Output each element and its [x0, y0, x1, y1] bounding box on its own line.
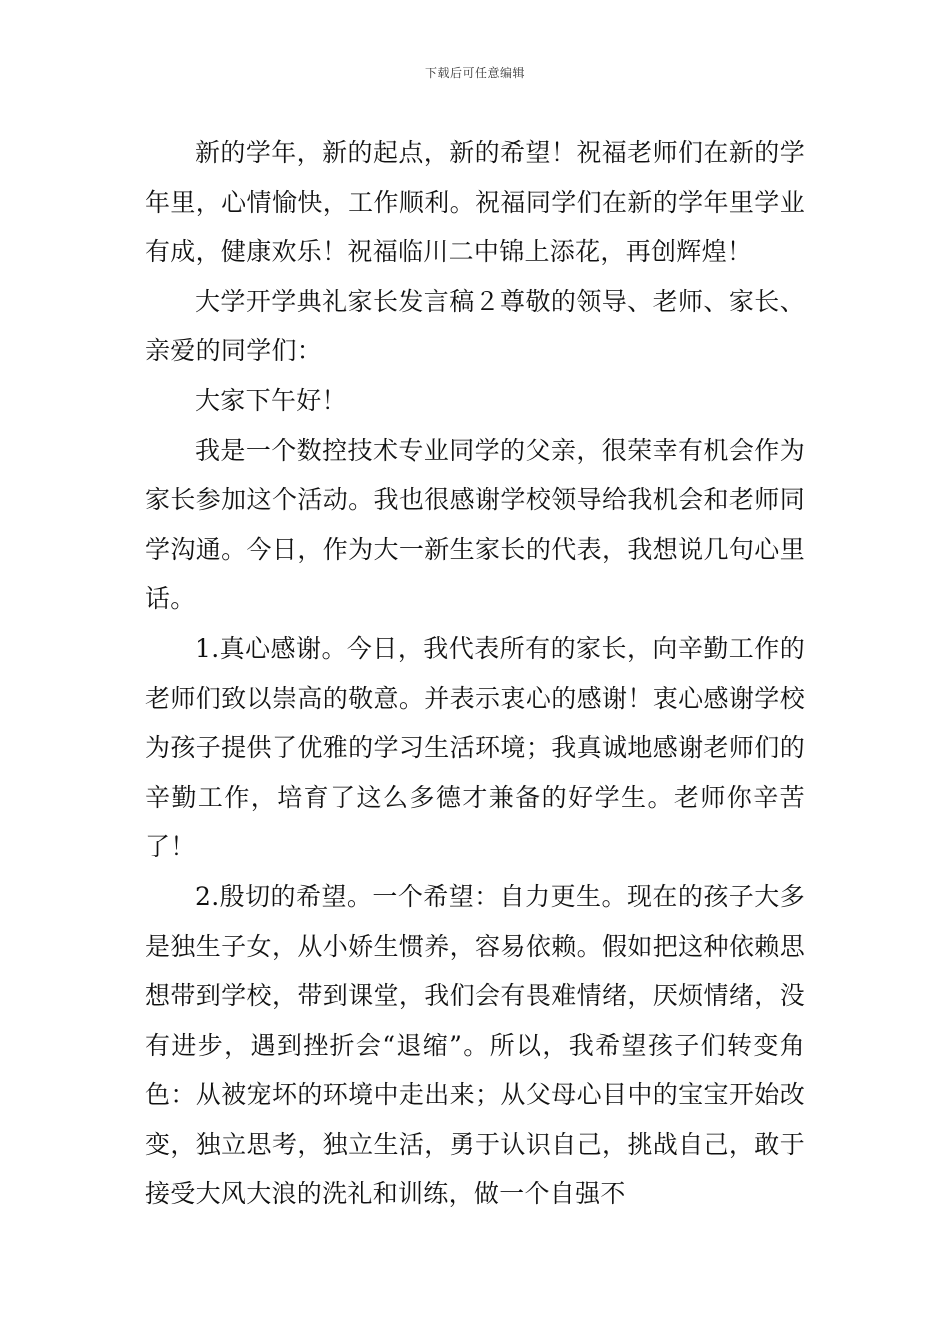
paragraph-blessing: 新的学年，新的起点，新的希望！祝福老师们在新的学年里，心情愉快，工作顺利。祝福同学们在新的学年里学业有成，健康欢乐！祝福临川二中锦上添花，再创辉煌！ — [145, 138, 805, 267]
paragraph-point-2-hope: 2.殷切的希望。一个希望：自力更生。现在的孩子大多是独生子女，从小娇生惯养，容易依赖。假如把这种依赖思想带到学校，带到课堂，我们会有畏难情绪，厌烦情绪，没有进步，遇到挫折会“退缩”。所以，我希望孩子们转变角色：从被宠坏的环境中走出来；从父母心目中的宝宝开始改变，独立思考，独立生活，勇于认识自己，挑战自己，敢于接受大风大浪的洗礼和训练，做一个自强不 — [145, 881, 805, 1209]
paragraph-greeting: 大家下午好！ — [195, 385, 347, 415]
paragraph-introduction: 我是一个数控技术专业同学的父亲，很荣幸有机会作为家长参加这个活动。我也很感谢学校领导给我机会和老师同学沟通。今日，作为大一新生家长的代表，我想说几句心里话。 — [145, 435, 805, 614]
page-header-note: 下载后可任意编辑 — [424, 66, 525, 80]
paragraph-point-1-thanks: 1.真心感谢。今日，我代表所有的家长，向辛勤工作的老师们致以崇高的敬意。并表示衷心的感谢！衷心感谢学校为孩子提供了优雅的学习生活环境；我真诚地感谢老师们的辛勤工作，培育了这么多德才兼备的好学生。老师你辛苦了！ — [145, 633, 805, 862]
document-body — [145, 128, 805, 1219]
paragraph-speech-title-salutation: 大学开学典礼家长发言稿２尊敬的领导、老师、家长、亲爱的同学们： — [145, 286, 805, 366]
